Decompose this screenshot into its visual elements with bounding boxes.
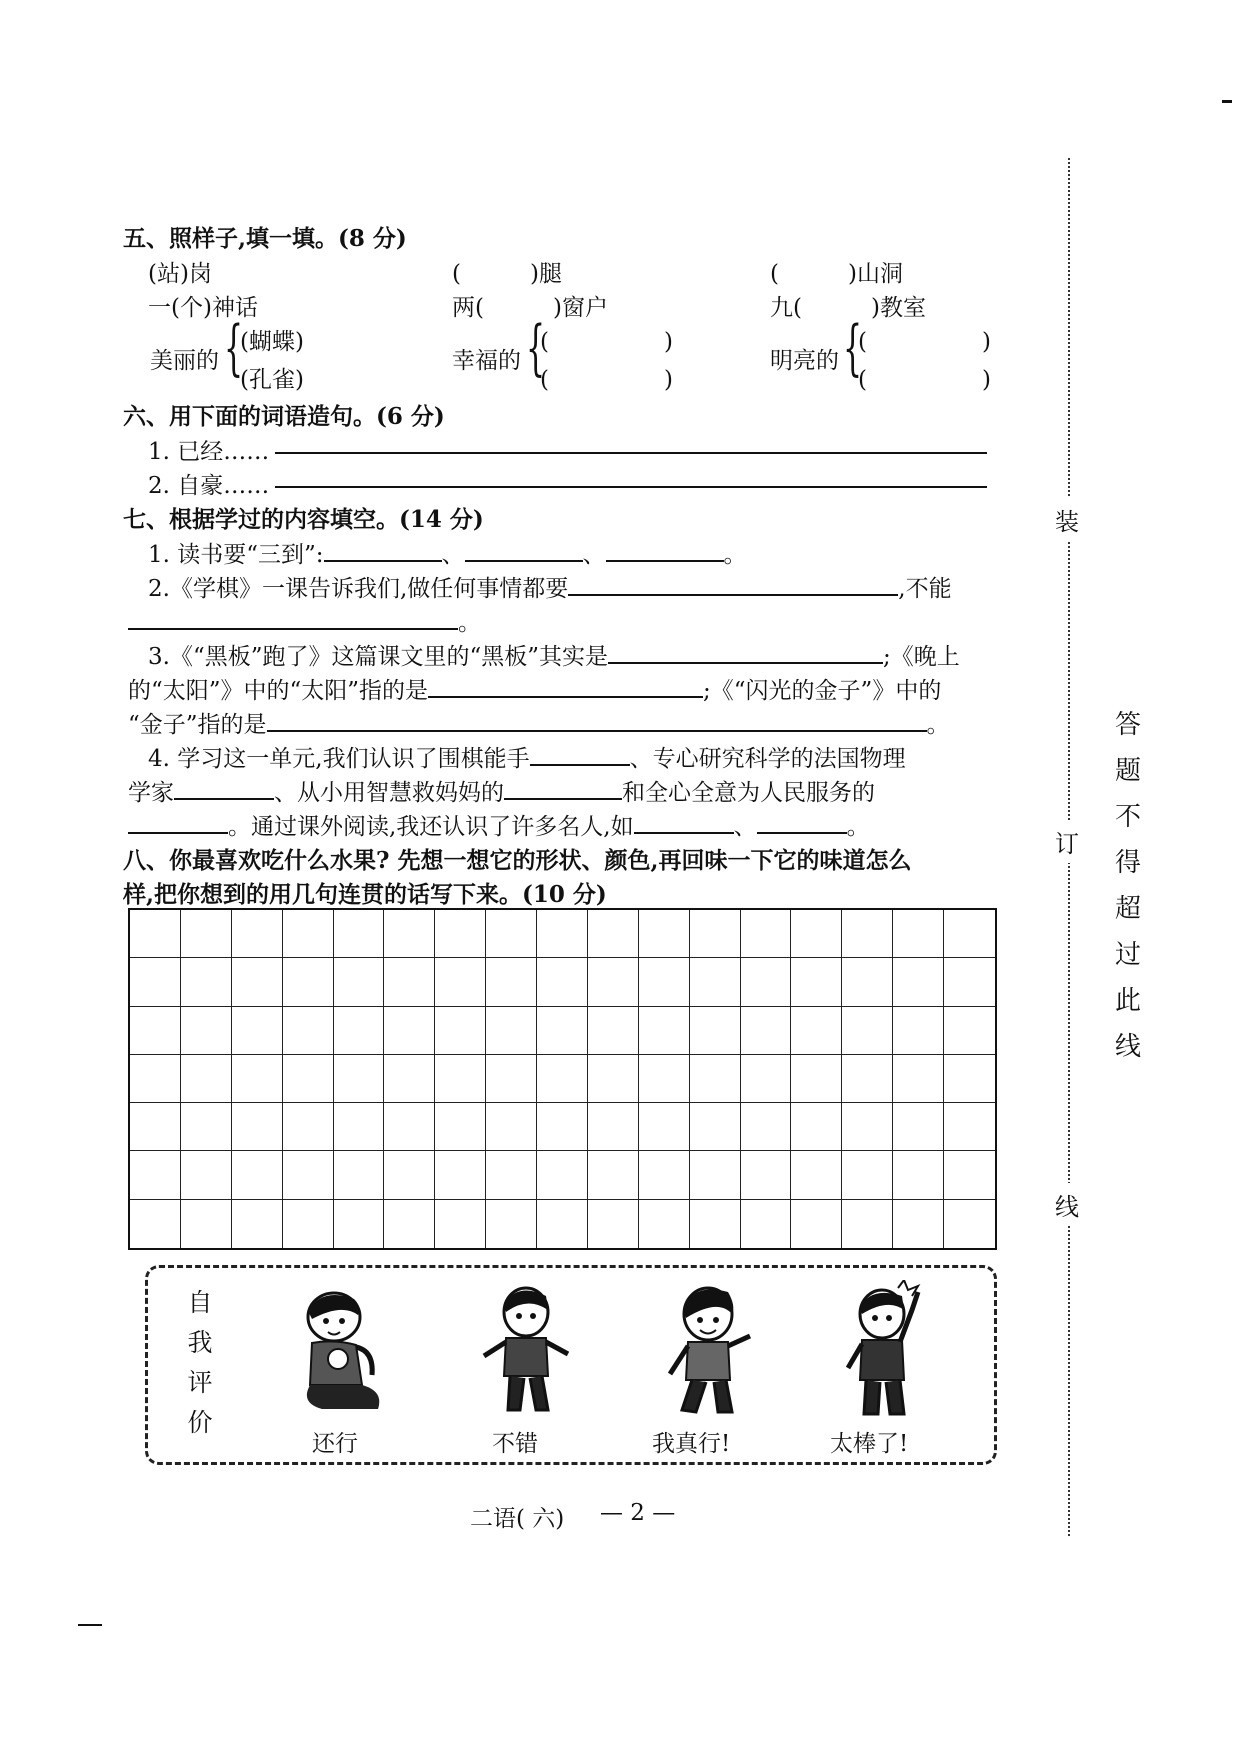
brace-icon: { bbox=[843, 313, 863, 383]
grid-cell[interactable] bbox=[130, 958, 181, 1006]
q7-4-text-c: 学家 bbox=[128, 780, 174, 806]
rating-label-4: 太棒了! bbox=[830, 1431, 909, 1457]
q7-4-text-e: 和全心全意为人民服务的 bbox=[622, 780, 875, 806]
grid-cell[interactable] bbox=[486, 1151, 537, 1199]
sentence-2-prompt: 2. 自豪…… bbox=[148, 473, 270, 499]
q7-1-blank-1[interactable] bbox=[324, 538, 442, 562]
q7-4-blank-6[interactable] bbox=[757, 810, 847, 834]
grid-cell[interactable] bbox=[232, 910, 283, 958]
kid-standing-icon bbox=[478, 1282, 573, 1422]
grid-cell[interactable] bbox=[893, 910, 944, 958]
cut-char-3: 线 bbox=[1055, 1183, 1079, 1226]
grid-cell[interactable] bbox=[384, 1103, 435, 1151]
q7-4-blank-5[interactable] bbox=[634, 810, 734, 834]
grid-cell[interactable] bbox=[435, 1055, 486, 1103]
grid-cell[interactable] bbox=[690, 1007, 741, 1055]
grid-cell[interactable] bbox=[283, 1007, 334, 1055]
grid-cell[interactable] bbox=[537, 1151, 588, 1199]
grid-cell[interactable] bbox=[893, 1103, 944, 1151]
note-char: 过 bbox=[1114, 940, 1141, 970]
grid-cell[interactable] bbox=[639, 1007, 690, 1055]
separator: 、 bbox=[441, 542, 465, 568]
grid-cell[interactable] bbox=[384, 958, 435, 1006]
fill-group-1-blank-1: ( ) bbox=[540, 329, 673, 355]
grid-cell[interactable] bbox=[486, 1007, 537, 1055]
grid-cell[interactable] bbox=[384, 1200, 435, 1248]
margin-note bbox=[1113, 702, 1143, 1070]
q7-4-blank-1[interactable] bbox=[530, 742, 630, 766]
grid-cell[interactable] bbox=[181, 958, 232, 1006]
fill-blank-3: 两( )窗户 bbox=[452, 295, 608, 321]
fill-group-2-blank-1: ( ) bbox=[858, 329, 991, 355]
grid-cell[interactable] bbox=[181, 1055, 232, 1103]
fill-group-2-blank-2: ( ) bbox=[858, 367, 991, 393]
q7-1-text: 1. 读书要“三到”: bbox=[148, 542, 324, 568]
period: 。 bbox=[846, 814, 870, 840]
separator: 、 bbox=[582, 542, 606, 568]
fill-blank-1: ( )腿 bbox=[452, 261, 562, 287]
fill-blank-2: ( )山洞 bbox=[770, 261, 903, 287]
grid-cell[interactable] bbox=[232, 1055, 283, 1103]
note-char: 得 bbox=[1114, 848, 1141, 878]
grid-cell[interactable] bbox=[486, 910, 537, 958]
q7-3-blank-3[interactable] bbox=[267, 708, 927, 732]
fill-group-2-label: 明亮的 bbox=[770, 348, 839, 374]
grid-cell[interactable] bbox=[690, 958, 741, 1006]
grid-cell[interactable] bbox=[181, 1007, 232, 1055]
writing-grid[interactable] bbox=[128, 908, 997, 1250]
section-6-title: 六、用下面的词语造句。(6 分) bbox=[123, 403, 445, 430]
q7-3-line-1 bbox=[148, 638, 960, 671]
sentence-1-prompt: 1. 已经…… bbox=[148, 439, 270, 465]
grid-cell[interactable] bbox=[944, 910, 995, 958]
grid-cell[interactable] bbox=[181, 1103, 232, 1151]
cut-char-2: 订 bbox=[1055, 820, 1079, 863]
grid-cell[interactable] bbox=[842, 910, 893, 958]
grid-cell[interactable] bbox=[741, 1007, 792, 1055]
grid-cell[interactable] bbox=[334, 1007, 385, 1055]
grid-cell[interactable] bbox=[486, 1055, 537, 1103]
period: 。 bbox=[723, 542, 747, 568]
grid-cell[interactable] bbox=[893, 958, 944, 1006]
grid-cell[interactable] bbox=[893, 1200, 944, 1248]
grid-cell[interactable] bbox=[283, 1200, 334, 1248]
grid-cell[interactable] bbox=[944, 1151, 995, 1199]
q7-2-text: 2.《学棋》一课告诉我们,做任何事情都要 bbox=[148, 576, 569, 602]
note-char: 此 bbox=[1114, 986, 1141, 1016]
grid-cell[interactable] bbox=[130, 1007, 181, 1055]
grid-cell[interactable] bbox=[791, 1007, 842, 1055]
q7-2-blank-1[interactable] bbox=[568, 572, 898, 596]
eval-char: 价 bbox=[187, 1408, 213, 1437]
grid-cell[interactable] bbox=[181, 1200, 232, 1248]
q7-1 bbox=[148, 536, 747, 569]
grid-cell[interactable] bbox=[232, 1151, 283, 1199]
grid-cell[interactable] bbox=[283, 910, 334, 958]
grid-cell[interactable] bbox=[334, 958, 385, 1006]
grid-cell[interactable] bbox=[639, 910, 690, 958]
grid-cell[interactable] bbox=[384, 1007, 435, 1055]
grid-cell[interactable] bbox=[537, 1007, 588, 1055]
rating-label-3: 我真行! bbox=[652, 1431, 731, 1457]
grid-cell[interactable] bbox=[283, 1103, 334, 1151]
separator: 、 bbox=[733, 814, 757, 840]
grid-cell[interactable] bbox=[130, 1200, 181, 1248]
rating-label-1: 还行 bbox=[312, 1431, 358, 1457]
example-2: 一(个)神话 bbox=[148, 295, 258, 321]
grid-cell[interactable] bbox=[944, 958, 995, 1006]
grid-cell[interactable] bbox=[842, 1103, 893, 1151]
grid-cell[interactable] bbox=[791, 910, 842, 958]
grid-cell[interactable] bbox=[842, 1007, 893, 1055]
q7-3-text-e: “金子”指的是 bbox=[128, 712, 267, 738]
footer-title: 二语( 六) bbox=[470, 1506, 565, 1532]
note-char: 答 bbox=[1114, 710, 1141, 740]
grid-cell[interactable] bbox=[893, 1151, 944, 1199]
q7-4-line-1 bbox=[148, 740, 906, 773]
grid-cell[interactable] bbox=[690, 910, 741, 958]
grid-cell[interactable] bbox=[944, 1007, 995, 1055]
grid-cell[interactable] bbox=[486, 1200, 537, 1248]
period: 。 bbox=[926, 712, 950, 738]
cut-char-1: 装 bbox=[1055, 498, 1079, 541]
note-char: 超 bbox=[1114, 894, 1141, 924]
q7-4-line-3 bbox=[128, 808, 870, 841]
grid-cell[interactable] bbox=[690, 1200, 741, 1248]
fill-group-1-blank-2: ( ) bbox=[540, 367, 673, 393]
sentence-2-answer-line[interactable] bbox=[275, 464, 987, 488]
grid-cell[interactable] bbox=[435, 910, 486, 958]
q7-4-text-a: 4. 学习这一单元,我们认识了围棋能手 bbox=[148, 746, 530, 772]
grid-cell[interactable] bbox=[232, 1200, 283, 1248]
section-8-prompt-line-2: 样,把你想到的用几句连贯的话写下来。(10 分) bbox=[123, 881, 607, 908]
grid-cell[interactable] bbox=[334, 1200, 385, 1248]
note-char: 不 bbox=[1114, 802, 1141, 832]
grid-cell[interactable] bbox=[537, 1200, 588, 1248]
grid-cell[interactable] bbox=[435, 958, 486, 1006]
grid-cell[interactable] bbox=[588, 910, 639, 958]
grid-cell[interactable] bbox=[537, 1055, 588, 1103]
grid-cell[interactable] bbox=[893, 1007, 944, 1055]
grid-cell[interactable] bbox=[842, 1055, 893, 1103]
q7-4-text-d: 、从小用智慧救妈妈的 bbox=[274, 780, 504, 806]
rating-label-2: 不错 bbox=[492, 1431, 538, 1457]
grid-cell[interactable] bbox=[944, 1200, 995, 1248]
grid-cell[interactable] bbox=[588, 958, 639, 1006]
eval-char: 我 bbox=[187, 1328, 213, 1357]
grid-cell[interactable] bbox=[334, 1103, 385, 1151]
q7-3-line-3 bbox=[128, 706, 950, 739]
grid-cell[interactable] bbox=[181, 1151, 232, 1199]
grid-cell[interactable] bbox=[435, 1007, 486, 1055]
grid-cell[interactable] bbox=[842, 1151, 893, 1199]
q7-3-text-d: ;《“闪光的金子”》中的 bbox=[703, 678, 942, 704]
grid-cell[interactable] bbox=[130, 910, 181, 958]
q7-4-blank-3[interactable] bbox=[504, 776, 622, 800]
q7-3-blank-1[interactable] bbox=[608, 640, 883, 664]
grid-cell[interactable] bbox=[639, 958, 690, 1006]
grid-cell[interactable] bbox=[334, 1055, 385, 1103]
grid-cell[interactable] bbox=[334, 910, 385, 958]
grid-cell[interactable] bbox=[791, 958, 842, 1006]
period: 。 bbox=[458, 610, 481, 636]
q7-2-text-b: ,不能 bbox=[898, 576, 952, 602]
grid-cell[interactable] bbox=[181, 910, 232, 958]
grid-cell[interactable] bbox=[384, 1055, 435, 1103]
q7-4-text-f: 。通过课外阅读,我还认识了许多名人,如 bbox=[228, 814, 634, 840]
grid-cell[interactable] bbox=[130, 1055, 181, 1103]
q7-3-blank-2[interactable] bbox=[428, 674, 703, 698]
grid-cell[interactable] bbox=[486, 1103, 537, 1151]
grid-cell[interactable] bbox=[893, 1055, 944, 1103]
kid-sitting-icon bbox=[292, 1285, 392, 1420]
grid-cell[interactable] bbox=[842, 958, 893, 1006]
grid-cell[interactable] bbox=[944, 1103, 995, 1151]
grid-cell[interactable] bbox=[537, 1103, 588, 1151]
grid-cell[interactable] bbox=[588, 1103, 639, 1151]
q7-3-text-b: ;《晚上 bbox=[882, 644, 960, 670]
grid-cell[interactable] bbox=[741, 1200, 792, 1248]
grid-cell[interactable] bbox=[384, 910, 435, 958]
grid-cell[interactable] bbox=[588, 1007, 639, 1055]
example-1: (站)岗 bbox=[148, 261, 212, 287]
q7-4-blank-4[interactable] bbox=[128, 810, 228, 834]
q7-4-line-2 bbox=[128, 774, 875, 807]
q7-2-blank-2[interactable] bbox=[128, 606, 458, 630]
grid-cell[interactable] bbox=[791, 1055, 842, 1103]
q7-1-blank-3[interactable] bbox=[606, 538, 724, 562]
eval-char: 自 bbox=[187, 1288, 213, 1317]
grid-cell[interactable] bbox=[435, 1200, 486, 1248]
grid-cell[interactable] bbox=[130, 1151, 181, 1199]
grid-cell[interactable] bbox=[690, 1151, 741, 1199]
sentence-1-answer-line[interactable] bbox=[275, 430, 987, 454]
grid-cell[interactable] bbox=[791, 1200, 842, 1248]
fill-blank-4: 九( )教室 bbox=[770, 295, 926, 321]
q7-2 bbox=[148, 570, 952, 603]
grid-cell[interactable] bbox=[232, 1103, 283, 1151]
grid-cell[interactable] bbox=[283, 1151, 334, 1199]
grid-cell[interactable] bbox=[232, 958, 283, 1006]
scan-mark bbox=[1222, 100, 1232, 103]
grid-cell[interactable] bbox=[842, 1200, 893, 1248]
q7-3-text-c: 的“太阳”》中的“太阳”指的是 bbox=[128, 678, 429, 704]
brace-icon: { bbox=[526, 313, 546, 383]
section-7-title: 七、根据学过的内容填空。(14 分) bbox=[123, 506, 484, 533]
grid-cell[interactable] bbox=[537, 958, 588, 1006]
grid-cell[interactable] bbox=[741, 1055, 792, 1103]
grid-cell[interactable] bbox=[690, 1055, 741, 1103]
grid-cell[interactable] bbox=[384, 1151, 435, 1199]
grid-cell[interactable] bbox=[486, 958, 537, 1006]
grid-cell[interactable] bbox=[435, 1151, 486, 1199]
grid-cell[interactable] bbox=[435, 1103, 486, 1151]
grid-cell[interactable] bbox=[283, 1055, 334, 1103]
q7-1-blank-2[interactable] bbox=[465, 538, 583, 562]
kid-cheering-icon bbox=[838, 1280, 933, 1422]
grid-cell[interactable] bbox=[944, 1055, 995, 1103]
section-8-prompt-line-1: 八、你最喜欢吃什么水果? 先想一想它的形状、颜色,再回味一下它的味道怎么 bbox=[123, 847, 912, 874]
example-3-word-1: (蝴蝶) bbox=[240, 329, 304, 355]
fill-group-1-label: 幸福的 bbox=[452, 348, 521, 374]
grid-cell[interactable] bbox=[741, 1103, 792, 1151]
section-5-title: 五、照样子,填一填。(8 分) bbox=[123, 225, 407, 252]
grid-cell[interactable] bbox=[537, 910, 588, 958]
self-evaluation-title bbox=[185, 1283, 215, 1443]
kid-waving-icon bbox=[662, 1282, 757, 1422]
eval-char: 评 bbox=[187, 1368, 213, 1397]
grid-cell[interactable] bbox=[130, 1103, 181, 1151]
brace-icon: { bbox=[224, 313, 244, 383]
scan-mark bbox=[78, 1624, 102, 1626]
grid-cell[interactable] bbox=[791, 1151, 842, 1199]
page-number: — 2 — bbox=[600, 1500, 676, 1526]
example-3-label: 美丽的 bbox=[150, 348, 219, 374]
grid-cell[interactable] bbox=[741, 1151, 792, 1199]
grid-cell[interactable] bbox=[639, 1055, 690, 1103]
q7-4-text-b: 、专心研究科学的法国物理 bbox=[629, 746, 906, 772]
grid-cell[interactable] bbox=[741, 910, 792, 958]
grid-cell[interactable] bbox=[232, 1007, 283, 1055]
grid-cell[interactable] bbox=[639, 1103, 690, 1151]
q7-4-blank-2[interactable] bbox=[174, 776, 274, 800]
grid-cell[interactable] bbox=[690, 1103, 741, 1151]
grid-cell[interactable] bbox=[741, 958, 792, 1006]
example-3-word-2: (孔雀) bbox=[240, 367, 304, 393]
note-char: 题 bbox=[1114, 756, 1141, 786]
q7-2-cont bbox=[128, 604, 481, 637]
note-char: 线 bbox=[1114, 1032, 1141, 1062]
grid-cell[interactable] bbox=[639, 1151, 690, 1199]
grid-cell[interactable] bbox=[588, 1200, 639, 1248]
grid-cell[interactable] bbox=[588, 1151, 639, 1199]
grid-cell[interactable] bbox=[588, 1055, 639, 1103]
q7-3-line-2 bbox=[128, 672, 941, 705]
grid-cell[interactable] bbox=[283, 958, 334, 1006]
grid-cell[interactable] bbox=[639, 1200, 690, 1248]
grid-cell[interactable] bbox=[791, 1103, 842, 1151]
grid-cell[interactable] bbox=[334, 1151, 385, 1199]
q7-3-text-a: 3.《“黑板”跑了》这篇课文里的“黑板”其实是 bbox=[148, 644, 608, 670]
